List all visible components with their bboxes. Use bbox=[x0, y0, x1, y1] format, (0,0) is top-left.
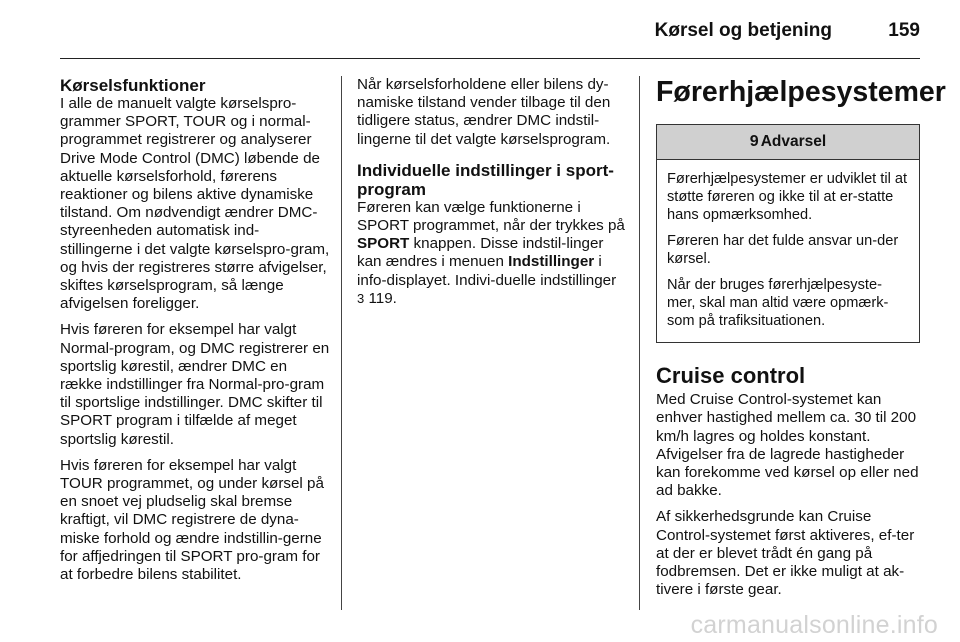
paragraph: Med Cruise Control-systemet kan enhver hastighed mellem ca. 30 til 200 km/h lagres og holdes konstant. Afvigelser fra de lagrede hastigheder kan forekomme ved kørsel op eller ned ad bakke. bbox=[656, 391, 919, 500]
text-run: knappen. Disse indstil-linger kan ændres i menuen bbox=[357, 235, 604, 271]
text-run: i info-displayet. Indivi-duelle indstillinger bbox=[357, 253, 617, 289]
column-right bbox=[656, 76, 946, 607]
warning-title: Advarsel bbox=[760, 133, 827, 150]
chapter-title: Kørsel og betjening bbox=[654, 20, 832, 41]
paragraph: I alle de manuelt valgte kørselspro-grammer SPORT, TOUR og i normal-programmet registrerer og analyserer Drive Mode Control (DMC) løbende de aktuelle kørselsforhold, førerens reaktioner og bilens aktive dynamiske tilstand. Om nødvendigt ændrer DMC-styreenheden automatisk ind-stillingerne i det valgte kørselspro-gram, og hvis der registreres større afvigelser, skiftes kørselsprogram, så længe afvigelsen foreligger. bbox=[60, 95, 330, 313]
page-header bbox=[60, 18, 920, 59]
paragraph: Hvis føreren for eksempel har valgt Normal-program, og DMC registrerer en sportslig kørestil, ændrer DMC en række indstillinger fra Normal-pro-gram til sportslige indstillinger. DMC skifter til SPORT program i tilfælde af meget sportslig kørestil. bbox=[60, 321, 330, 448]
page-number: 159 bbox=[888, 20, 920, 41]
watermark: carmanualsonline.info bbox=[690, 611, 938, 639]
section-heading: Kørselsfunktioner bbox=[60, 76, 206, 95]
section-heading: Cruise control bbox=[656, 363, 806, 389]
section-heading: Førerhjælpesystemer bbox=[656, 76, 946, 108]
warning-text: Føreren har det fulde ansvar un-der kørsel. bbox=[667, 233, 899, 268]
paragraph bbox=[357, 199, 625, 308]
column-middle bbox=[357, 76, 625, 316]
text-run: Føreren kan vælge funktionerne i SPORT programmet, når der trykkes på bbox=[357, 198, 625, 235]
warning-header bbox=[657, 125, 919, 160]
warning-icon: 9 bbox=[749, 133, 759, 150]
column-divider bbox=[341, 76, 342, 610]
column-left bbox=[60, 76, 330, 592]
paragraph: Af sikkerhedsgrunde kan Cruise Control-systemet først aktiveres, ef-ter at der er blevet trådt én gang på fodbremsen. Det er ikke muligt at ak-tivere i første gear. bbox=[656, 508, 915, 599]
paragraph: Hvis føreren for eksempel har valgt TOUR programmet, og under kørsel på en snoet vej pludselig skal bremse kraftigt, vil DMC registrere de dyna-miske forhold og ændre indstillin-gerne for affjedringen til SPORT pro-gram for at forbedre bilens stabilitet. bbox=[60, 456, 324, 584]
section-heading: Individuelle indstillinger i sport-program bbox=[357, 160, 614, 199]
warning-body bbox=[657, 160, 919, 342]
menu-name: Indstillinger bbox=[508, 253, 595, 271]
column-divider bbox=[639, 76, 640, 610]
warning-text: Førerhjælpesystemer er udviklet til at støtte føreren og ikke til at er-statte hans opmærksomhed. bbox=[667, 171, 908, 224]
page-reference-icon: 3 bbox=[357, 290, 365, 306]
sport-button-label: SPORT bbox=[357, 235, 410, 253]
paragraph: Når kørselsforholdene eller bilens dy-namiske tilstand vender tilbage til den tidligere status, ændrer DMC indstil-lingerne til det valgte kørselsprogram. bbox=[357, 76, 611, 148]
warning-box bbox=[656, 124, 920, 343]
page-reference[interactable]: 119. bbox=[364, 289, 397, 307]
warning-text: Når der bruges førerhjælpesyste-mer, skal man altid være opmærk-som på trafiksituationen. bbox=[667, 277, 889, 330]
